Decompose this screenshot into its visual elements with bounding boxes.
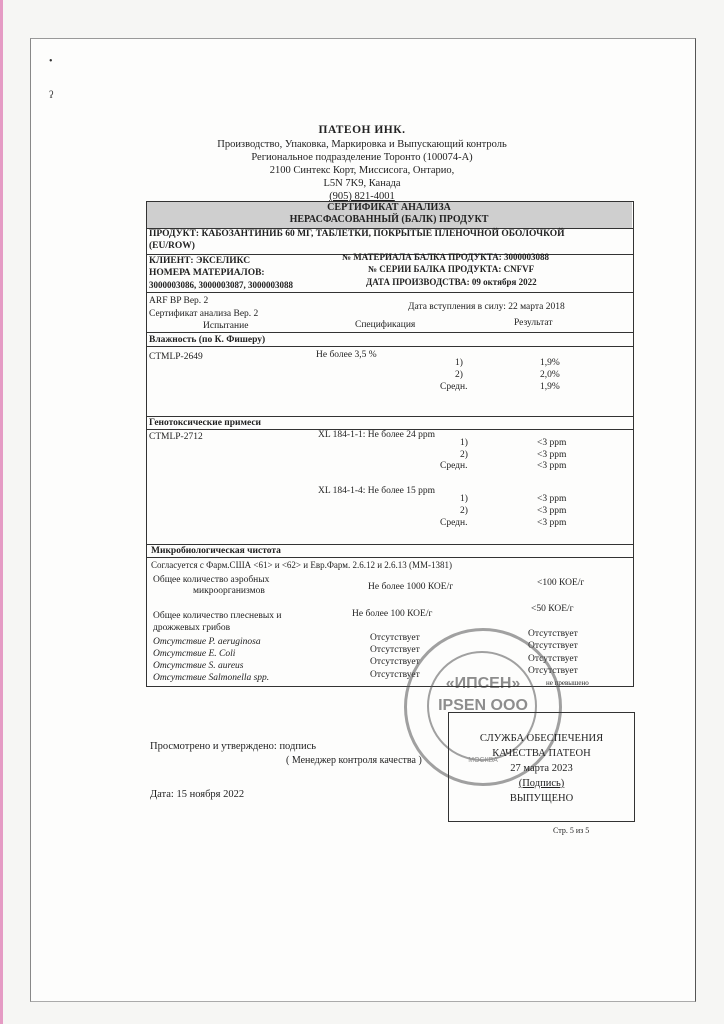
moisture-r1: 1,9% — [540, 358, 560, 368]
client: КЛИЕНТ: ЭКСЕЛИКС — [149, 256, 251, 266]
micro-yeast-label2: дрожжевых грибов — [153, 623, 231, 633]
header-phone: (905) 821-4001 — [329, 191, 395, 202]
release-line3: 27 марта 2023 — [510, 763, 573, 774]
bulk-material-no: № МАТЕРИАЛА БАЛКА ПРОДУКТА: 3000003088 — [342, 252, 549, 262]
micro-absent-res2: Отсутствует — [528, 641, 578, 651]
divider — [146, 557, 633, 558]
arf-version: ARF BP Вер. 2 — [149, 296, 209, 306]
release-line4: (Подпись) — [518, 778, 565, 789]
genotox-title: Генотоксические примеси — [149, 418, 262, 428]
genotox-spec1: XL 184-1-1: Не более 24 ppm — [318, 430, 436, 440]
signature-date: Дата: 15 ноября 2022 — [150, 789, 245, 800]
micro-absent-spec1: Отсутствует — [370, 633, 420, 643]
margin-mark: ʔ — [49, 90, 54, 101]
genotox-spec2: XL 184-1-4: Не более 15 ppm — [318, 486, 436, 496]
materials-values: 3000003086, 3000003087, 3000003088 — [149, 280, 293, 290]
micro-yeast-label1: Общее количество плесневых и — [153, 611, 282, 621]
approved-line: Просмотрено и утверждено: подпись — [150, 741, 317, 752]
genotox-r3: <3 ppm — [537, 461, 567, 471]
micro-according: Согласуется с Фарм.США <61> и <62> и Евр.Фарм. 2.6.12 и 2.6.13 (ММ-1381) — [151, 560, 453, 570]
moisture-method: СТМLP-2649 — [149, 352, 203, 362]
micro-title: Микробиологическая чистота — [151, 546, 281, 556]
moisture-title: Влажность (по К. Фишеру) — [149, 335, 266, 345]
release-line5: ВЫПУЩЕНО — [509, 793, 574, 804]
bulk-series-no: № СЕРИИ БАЛКА ПРОДУКТА: CNFVF — [368, 264, 535, 274]
stamp-top-text: «ИПСЕН» — [445, 675, 521, 692]
header-line2: Региональное подразделение Торонто (100074-А) — [251, 152, 473, 163]
genotox-l2b: 2) — [460, 506, 468, 516]
genotox-l2a: 2) — [460, 450, 468, 460]
micro-absent-res4: Отсутствует — [528, 666, 578, 676]
page-number: Стр. 5 из 5 — [553, 826, 590, 835]
cert-title1: СЕРТИФИКАТ АНАЛИЗА — [327, 202, 451, 213]
divider — [146, 292, 633, 293]
genotox-r4: <3 ppm — [537, 494, 567, 504]
genotox-r1: <3 ppm — [537, 438, 567, 448]
materials-label: НОМЕРА МАТЕРИАЛОВ: — [149, 268, 265, 278]
product-line: ПРОДУКТ: КАБОЗАНТИНИБ 60 МГ, ТАБЛЕТКИ, ПОКРЫТЫЕ ПЛЕНОЧНОЙ ОБОЛОЧКОЙ — [149, 229, 565, 239]
micro-absent-res3: Отсутствует — [528, 654, 578, 664]
divider — [146, 544, 633, 545]
moisture-l1: 1) — [455, 358, 463, 368]
col-header-test: Испытание — [203, 321, 249, 331]
micro-absent-spec3: Отсутствует — [370, 657, 420, 667]
divider — [146, 332, 633, 333]
micro-aerobic-spec: Не более 1000 КОЕ/г — [368, 582, 454, 592]
genotox-l3a: Средн. — [440, 461, 468, 471]
moisture-r3: 1,9% — [540, 382, 560, 392]
cert-title2: НЕРАСФАСОВАННЫЙ (БАЛК) ПРОДУКТ — [289, 214, 489, 225]
effective-date: Дата вступления в силу: 22 марта 2018 — [408, 302, 565, 312]
micro-absent-spec4: Отсутствует — [370, 670, 420, 680]
release-box — [448, 712, 635, 822]
moisture-l2: 2) — [455, 370, 463, 380]
micro-note: не превышено — [546, 679, 589, 687]
col-header-spec: Спецификация — [355, 320, 416, 330]
genotox-r6: <3 ppm — [537, 518, 567, 528]
header-line3: 2100 Синтекс Корт, Миссисога, Онтарио, — [269, 165, 455, 176]
micro-s-aureus: Отсутствие S. aureus — [153, 661, 244, 671]
genotox-l1b: 1) — [460, 494, 468, 504]
stamp-city: МОСКВА — [468, 757, 498, 764]
margin-dot: • — [49, 56, 53, 67]
micro-p-aeruginosa: Отсутствие P. aeruginosa — [153, 637, 261, 647]
col-header-result: Результат — [514, 318, 553, 328]
stamp-bottom-text: IPSEN OOO — [438, 697, 528, 714]
header-line4: L5N 7K9, Канада — [323, 178, 401, 189]
micro-aerobic-result: <100 КОЕ/г — [537, 578, 585, 588]
cert-version: Сертификат анализа Вер. 2 — [149, 309, 259, 319]
micro-absent-spec2: Отсутствует — [370, 645, 420, 655]
release-line2: КАЧЕСТВА ПАТЕОН — [492, 748, 591, 759]
genotox-r2: <3 ppm — [537, 450, 567, 460]
micro-salmonella: Отсутствие Salmonella spp. — [153, 673, 270, 683]
product-line2: (EU/ROW) — [149, 241, 195, 251]
divider — [146, 416, 633, 417]
micro-aerobic-label1: Общее количество аэробных — [153, 575, 270, 585]
micro-yeast-spec: Не более 100 КОЕ/г — [352, 609, 433, 619]
moisture-l3: Средн. — [440, 382, 468, 392]
release-line1: СЛУЖБА ОБЕСПЕЧЕНИЯ — [479, 733, 604, 744]
micro-e-coli: Отсутствие E. Coli — [153, 649, 236, 659]
micro-absent-res1: Отсутствует — [528, 629, 578, 639]
genotox-l1a: 1) — [460, 438, 468, 448]
genotox-method: СТМLP-2712 — [149, 432, 203, 442]
micro-yeast-result: <50 КОЕ/г — [531, 604, 574, 614]
genotox-l3b: Средн. — [440, 518, 468, 528]
company-name: ПАТЕОН ИНК. — [318, 124, 406, 136]
moisture-r2: 2,0% — [540, 370, 560, 380]
header-line1: Производство, Упаковка, Маркировка и Выпускающий контроль — [217, 139, 507, 150]
moisture-spec: Не более 3,5 % — [316, 350, 377, 360]
micro-aerobic-label2: микроорганизмов — [193, 586, 265, 596]
divider — [146, 346, 633, 347]
manager-caption: ( Менеджер контроля качества ) — [286, 755, 422, 766]
production-date: ДАТА ПРОИЗВОДСТВА: 09 октября 2022 — [366, 277, 537, 287]
genotox-r5: <3 ppm — [537, 506, 567, 516]
